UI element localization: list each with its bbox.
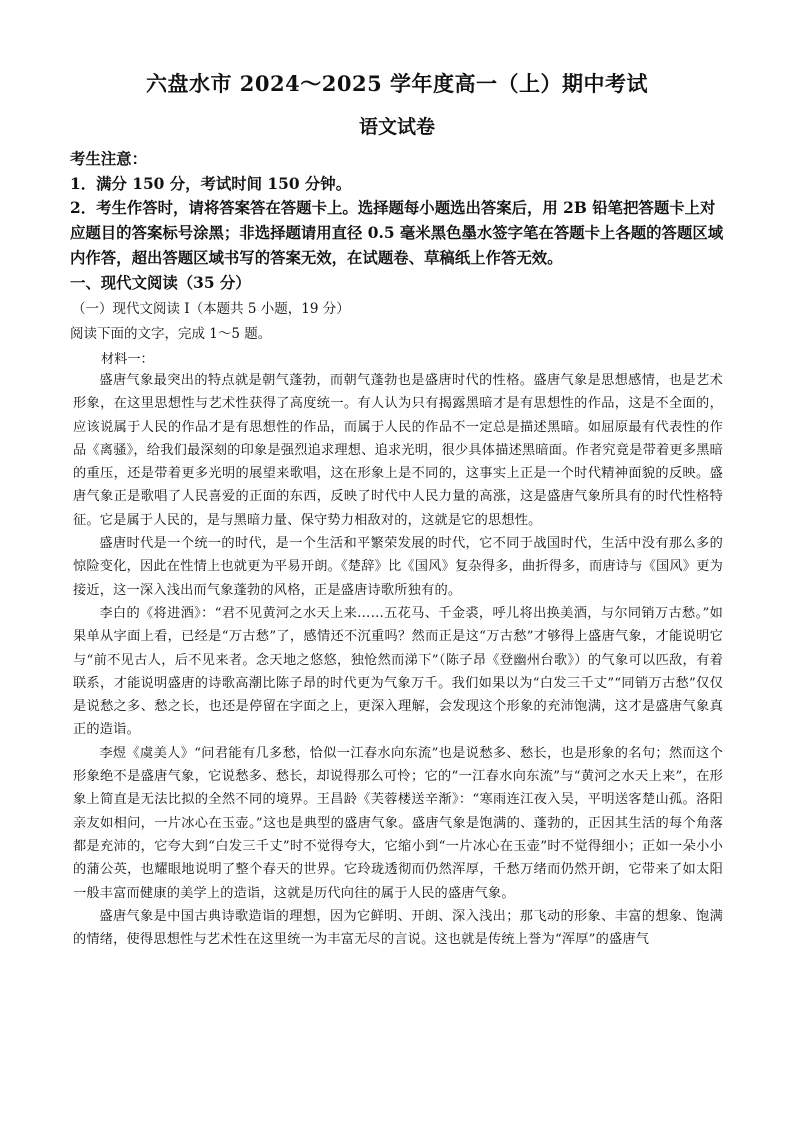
passage-paragraph: 盛唐时代是一个统一的时代，是一个生活和平繁荣发展的时代，它不同于战国时代，生活中没有那么多的惊险变化，因此在性情上也就更为平易开朗。《楚辞》比《国风》复杂得多，曲折得多，而唐诗与《国风》更为接近，这一深入浅出而气象蓬勃的风格，正是盛唐诗歌所独有的。	[73, 536, 723, 598]
reading-instruction: 阅读下面的文字，完成 1～5 题。	[70, 326, 272, 342]
notice-heading: 考生注意：	[70, 150, 147, 168]
passage-paragraph: 盛唐气象最突出的特点就是朝气蓬勃，而朝气蓬勃也是盛唐时代的性格。盛唐气象是思想感情，也是艺术形象，在这里思想性与艺术性获得了高度统一。有人认为只有揭露黑暗才是有思想性的作品，这是不全面的，应该说属于人民的作品才是有思想性的作品，而属于人民的作品不一定总是描述黑暗。如屈原最有代表性的作品《离骚》，给我们最深刻的印象是强烈追求理想、追求光明，很少具体描述黑暗面。作者究竟是带着更多黑暗的重压，还是带着更多光明的展望来歌唱，这在形象上是不同的，这事实上正是一个时代精神面貌的反映。盛唐气象正是歌唱了人民喜爱的正面的东西，反映了时代中人民力量的高涨，这是盛唐气象所具有的时代性格特征。它是属于人民的，是与黑暗力量、保守势力相敌对的，这就是它的思想性。	[73, 373, 723, 528]
passage-paragraph: 李煜《虞美人》“问君能有几多愁，恰似一江春水向东流”也是说愁多、愁长，也是形象的名句；然而这个形象绝不是盛唐气象，它说愁多、愁长，却说得那么可怜；它的“一江春水向东流”与“黄河之水天上来”，在形象上简直是无法比拟的全然不同的境界。王昌龄《芙蓉楼送辛渐》：“寒雨连江夜入吴，平明送客楚山孤。洛阳亲友如相问，一片冰心在玉壶。”这也是典型的盛唐气象。盛唐气象是饱满的、蓬勃的，正因其生活的每个角落都是充沛的，它夸大到“白发三千丈”时不觉得夸大，它缩小到“一片冰心在玉壶”时不觉得细小；正如一朵小小的蒲公英，也耀眼地说明了整个春天的世界。它玲珑透彻而仍然浑厚，千愁万绪而仍然开朗，它带来了如太阳一般丰富而健康的美学上的造诣，这就是历代向往的属于人民的盛唐气象。	[73, 745, 723, 901]
section-sub-heading: （一）现代文阅读 I（本题共 5 小题，19 分）	[72, 301, 350, 317]
material-label: 材料一：	[101, 352, 154, 367]
passage-paragraph: 李白的《将进酒》：“君不见黄河之水天上来……五花马、千金裘，呼儿将出换美酒，与尔同销万古愁。”如果单从字面上看，已经是“万古愁”了，感情还不沉重吗？然而正是这“万古愁”才够得上盛唐气象，才能说明它与“前不见古人，后不见来者。念天地之悠悠，独怆然而涕下”（陈子昂《登幽州台歌》）的气象可以匹敌，有着联系，才能说明盛唐的诗歌高潮比陈子昂的时代更为气象万千。我们如果以为“白发三千丈”“同销万古愁”仅仅是说愁之多、愁之长，也还是停留在字面之上，更深入理解，会发现这个形象的充沛饱满，这才是盛唐气象真正的造诣。	[73, 605, 723, 738]
reading-passage	[73, 369, 723, 951]
passage-paragraph: 盛唐气象是中国古典诗歌造诣的理想，因为它鲜明、开朗、深入浅出；那飞动的形象、丰富的想象、饱满的情绪，使得思想性与艺术性在这里统一为丰富无尽的言说。这也就是传统上誉为“浑厚”的盛唐气	[73, 908, 723, 948]
exam-title: 六盘水市 2024～2025 学年度高一（上）期中考试	[145, 71, 648, 96]
notice-item-2: 2．考生作答时，请将答案答在答题卡上。选择题每小题选出答案后，用 2B 铅笔把答题卡上对应题目的答案标号涂黑；非选择题请用直径 0.5 毫米黑色墨水签字笔在答题卡上各题的答题区域内作答，超出答题区域书写的答案无效，在试题卷、草稿纸上作答无效。	[70, 199, 724, 267]
exam-subtitle: 语文试卷	[358, 116, 435, 138]
notice-item-1: 1．满分 150 分，考试时间 150 分钟。	[70, 175, 352, 193]
section-heading: 一、现代文阅读（35 分）	[70, 274, 251, 292]
